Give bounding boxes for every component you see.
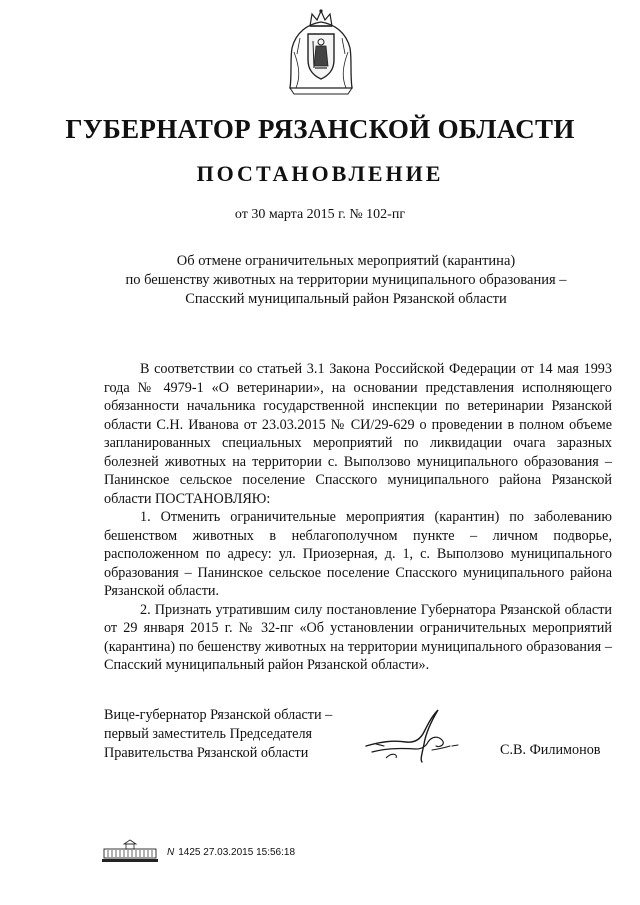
signatory-title-line: Вице-губернатор Рязанской области –: [104, 707, 333, 723]
registration-text: 1425 27.03.2015 15:56:18: [178, 847, 296, 858]
body-paragraph-item-2: 2. Признать утратившим силу постановление Губернатора Рязанской области от 29 января 2015 г. № 32-пг «Об установлении ограничительных мероприятий (карантина) по бешенству животных на территории муниципального образования – Спасский муниципальный район Рязанской области».: [104, 601, 612, 673]
signatory-title-line: Правительства Рязанской области: [104, 745, 309, 761]
subject-line: по бешенству животных на территории муниципального образования –: [125, 272, 567, 288]
document-type: ПОСТАНОВЛЕНИЕ: [196, 161, 444, 186]
subject-line: Спасский муниципальный район Рязанской области: [185, 291, 507, 307]
body-paragraph-preamble: В соответствии со статьей 3.1 Закона Российской Федерации от 14 мая 1993 года № 4979-1 «О ветеринарии», на основании представления исполняющего обязанности начальника государственной инспекции по ветеринарии Рязанской области С.Н. Иванова от 23.03.2015 № СИ/29-629 о проведении в полном объеме запланированных специальных мероприятий по ликвидации очага заразных болезней животных на территории с. Выползово муниципального образования – Панинское сельское поселение Спасского муниципального района Рязанской области ПОСТАНОВЛЯЮ:: [104, 361, 612, 507]
registration-stamp: [167, 846, 295, 860]
signatory-title: [104, 706, 332, 763]
handwritten-signature-icon: [362, 702, 462, 770]
document-subject: [96, 252, 596, 309]
document-date-number: от 30 марта 2015 г. № 102-пг: [234, 207, 406, 222]
signatory-name: С.В. Филимонов: [500, 742, 601, 758]
document-body: [104, 360, 612, 675]
subject-line: Об отмене ограничительных мероприятий (карантина): [176, 253, 516, 269]
registry-building-icon: [100, 838, 160, 864]
body-paragraph-item-1: 1. Отменить ограничительные мероприятия (карантин) по заболеванию бешенством животных в неблагополучном пункте – личном подворье, расположенном по адресу: ул. Приозерная, д. 1, с. Выползово муниципального образования – Панинское сельское поселение Спасского муниципального района Рязанской области.: [104, 509, 612, 599]
registration-mark: N: [167, 847, 175, 858]
document-authority: ГУБЕРНАТОР РЯЗАНСКОЙ ОБЛАСТИ: [65, 114, 575, 144]
ryazan-coat-of-arms-icon: [286, 8, 356, 96]
signatory-title-line: первый заместитель Председателя: [104, 726, 313, 742]
